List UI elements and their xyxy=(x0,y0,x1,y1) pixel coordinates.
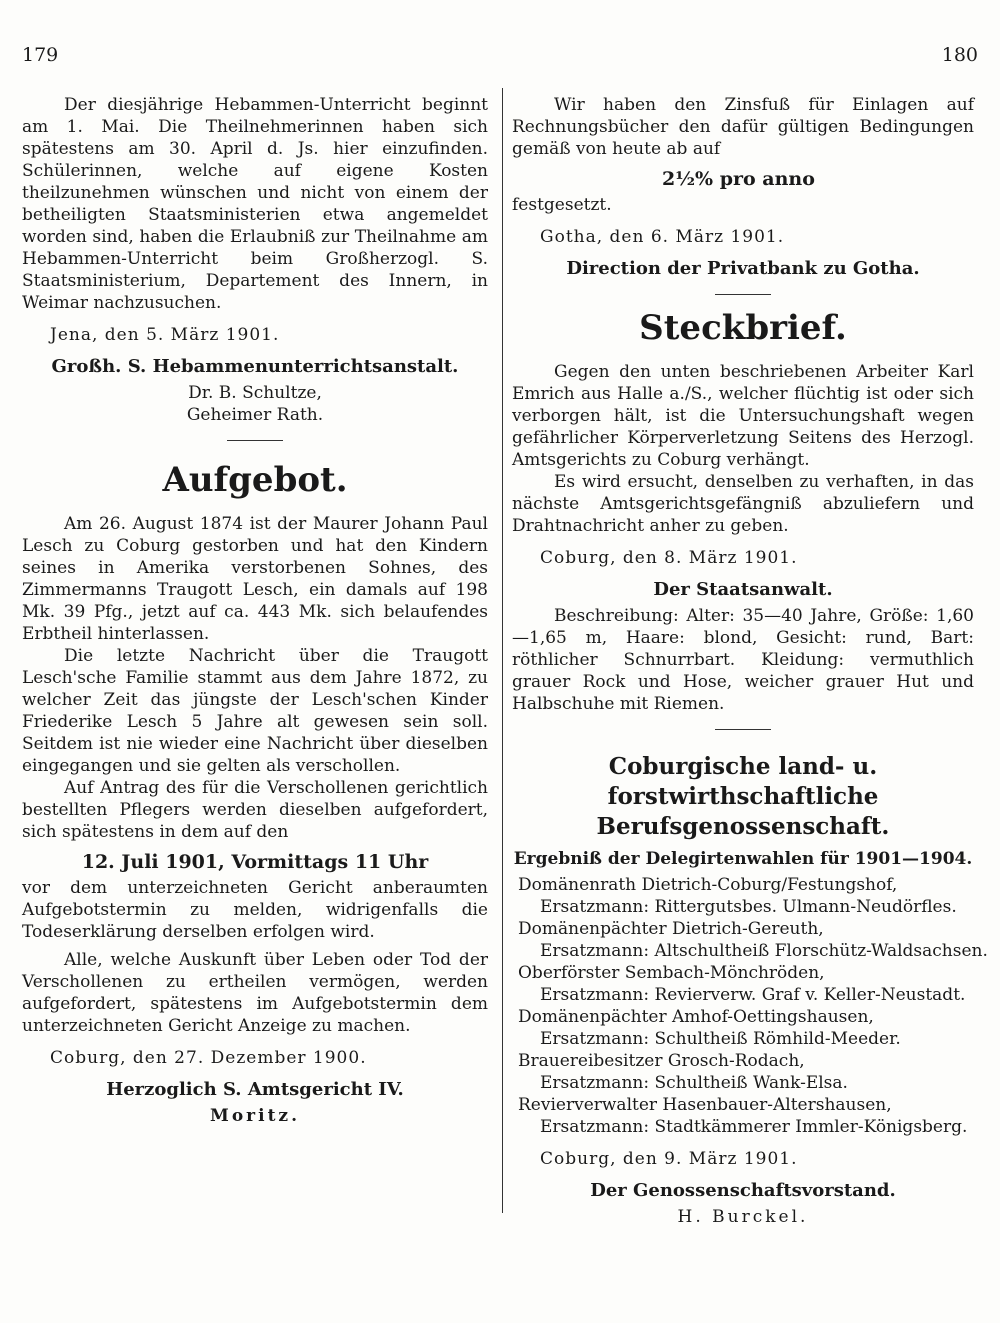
aufgebot-paragraph: Die letzte Nachricht über die Traugott Lesch'sche Familie stammt aus dem Jahre 1872, zu welcher Zeit das jüngste der Lesch'schen Kinder Friederike Lesch 5 Jahre alt gewesen sein soll. Seitdem ist nie wieder eine Nachricht über dieselben eingegangen und sie gelten als verschollen. xyxy=(22,646,488,776)
delegate-line: Ersatzmann: Rittergutsbes. Ulmann-Neudörfles. xyxy=(540,897,957,917)
delegate-line: Oberförster Sembach-Mönchröden, xyxy=(518,963,825,983)
coburg-title-line-1: Coburgische land- u. forstwirthschaftliche xyxy=(607,753,879,810)
column-divider xyxy=(502,88,503,1213)
coburg-date: Coburg, den 9. März 1901. xyxy=(540,1149,798,1169)
bank-date: Gotha, den 6. März 1901. xyxy=(540,227,785,247)
delegate-line: Ersatzmann: Schultheiß Wank-Elsa. xyxy=(540,1073,848,1093)
aufgebot-termin: 12. Juli 1901, Vormittags 11 Uhr xyxy=(81,851,429,873)
aufgebot-court: Herzoglich S. Amtsgericht IV. xyxy=(106,1079,404,1100)
bank-name: Direction der Privatbank zu Gotha. xyxy=(566,258,920,279)
coburg-board: Der Genossenschaftsvorstand. xyxy=(590,1180,896,1201)
steckbrief-authority: Der Staatsanwalt. xyxy=(653,579,833,600)
bank-interest-rate: 2½% pro anno xyxy=(662,168,815,190)
separator xyxy=(715,729,771,730)
bank-notice-end: festgesetzt. xyxy=(512,195,612,215)
separator xyxy=(227,440,283,441)
aufgebot-paragraph: vor dem unterzeichneten Gericht anberaumten Aufgebotstermin zu melden, widrigenfalls die Todeserklärung derselben erfolgen wird. xyxy=(22,878,488,942)
steckbrief-title: Steckbrief. xyxy=(639,308,847,348)
coburg-title-line-2: Berufsgenossenschaft. xyxy=(596,813,890,840)
steckbrief-paragraph: Es wird ersucht, denselben zu verhaften, in das nächste Amtsgerichtsgefängniß abzuliefern und Drahtnachricht anher zu geben. xyxy=(512,472,974,536)
hebammen-signature-name: Dr. B. Schultze, xyxy=(188,383,322,403)
aufgebot-signature: Moritz. xyxy=(210,1106,300,1126)
steckbrief-date: Coburg, den 8. März 1901. xyxy=(540,548,798,568)
hebammen-signature-title: Geheimer Rath. xyxy=(186,405,324,425)
hebammen-date: Jena, den 5. März 1901. xyxy=(50,325,280,345)
delegate-line: Domänenpächter Dietrich-Gereuth, xyxy=(518,919,824,939)
aufgebot-paragraph: Alle, welche Auskunft über Leben oder Tod der Verschollenen zu ertheilen vermögen, werden aufgefordert, spätestens im Aufgebotstermin dem unterzeichneten Gericht Anzeige zu machen. xyxy=(22,950,488,1036)
delegate-line: Ersatzmann: Altschultheiß Florschütz-Waldsachsen. xyxy=(540,941,988,961)
steckbrief-paragraph: Gegen den unten beschriebenen Arbeiter Karl Emrich aus Halle a./S., welcher flüchtig ist oder sich verborgen hält, ist die Untersuchungshaft wegen gefährlicher Körperverletzung Seitens des Herzogl. Amtsgerichts zu Coburg verhängt. xyxy=(512,362,974,470)
bank-notice: Wir haben den Zinsfuß für Einlagen auf Rechnungsbücher den dafür gültigen Bedingungen gemäß von heute ab auf xyxy=(512,95,974,159)
page-number-right: 180 xyxy=(941,44,978,66)
aufgebot-title: Aufgebot. xyxy=(162,460,348,500)
aufgebot-paragraph: Am 26. August 1874 ist der Maurer Johann Paul Lesch zu Coburg gestorben und hat den Kindern seines in Amerika verstorbenen Sohnes, des Zimmermanns Traugott Lesch, ein damals auf 198 Mk. 39 Pfg., jetzt auf ca. 443 Mk. sich belaufendes Erbtheil hinterlassen. xyxy=(22,514,488,644)
page-number-left: 179 xyxy=(22,44,59,66)
delegate-line: Ersatzmann: Revierverw. Graf v. Keller-Neustadt. xyxy=(540,985,966,1005)
aufgebot-date: Coburg, den 27. Dezember 1900. xyxy=(50,1048,367,1068)
delegate-line: Revierverwalter Hasenbauer-Altershausen, xyxy=(518,1095,892,1115)
left-column xyxy=(22,94,488,1127)
aufgebot-paragraph: Auf Antrag des für die Verschollenen gerichtlich bestellten Pflegers werden dieselben aufgefordert, sich spätestens in dem auf den xyxy=(22,778,488,842)
delegate-line: Ersatzmann: Stadtkämmerer Immler-Königsberg. xyxy=(540,1117,968,1137)
hebammen-institution: Großh. S. Hebammenunterrichtsanstalt. xyxy=(51,356,459,377)
coburg-signature: H. Burckel. xyxy=(677,1207,809,1227)
delegate-list xyxy=(512,874,988,1138)
coburg-title xyxy=(512,752,974,842)
delegate-line: Domänenpächter Amhof-Oettingshausen, xyxy=(518,1007,874,1027)
right-column xyxy=(512,94,988,1228)
delegate-line: Brauereibesitzer Grosch-Rodach, xyxy=(518,1051,805,1071)
separator xyxy=(715,294,771,295)
delegate-line: Domänenrath Dietrich-Coburg/Festungshof, xyxy=(518,875,898,895)
coburg-subtitle: Ergebniß der Delegirtenwahlen für 1901—1904. xyxy=(513,849,973,869)
delegate-line: Ersatzmann: Schultheiß Römhild-Meeder. xyxy=(540,1029,901,1049)
steckbrief-description: Beschreibung: Alter: 35—40 Jahre, Größe: 1,60—1,65 m, Haare: blond, Gesicht: rund, Bart: röthlicher Schnurrbart. Kleidung: vermuthlich grauer Rock und Hose, weicher grauer Hut und Halbschuhe mit Riemen. xyxy=(512,606,974,714)
hebammen-notice: Der diesjährige Hebammen-Unterricht beginnt am 1. Mai. Die Theilnehmerinnen haben sich spätestens am 30. April d. Js. hier einzufinden. Schülerinnen, welche auf eigene Kosten theilzunehmen wünschen und nicht von einem der betheiligten Staatsministerien etwa angemeldet worden sind, haben die Erlaubniß zur Theilnahme am Hebammen-Unterricht beim Großherzogl. S. Staatsministerium, Departement des Innern, in Weimar nachzusuchen. xyxy=(22,95,488,313)
